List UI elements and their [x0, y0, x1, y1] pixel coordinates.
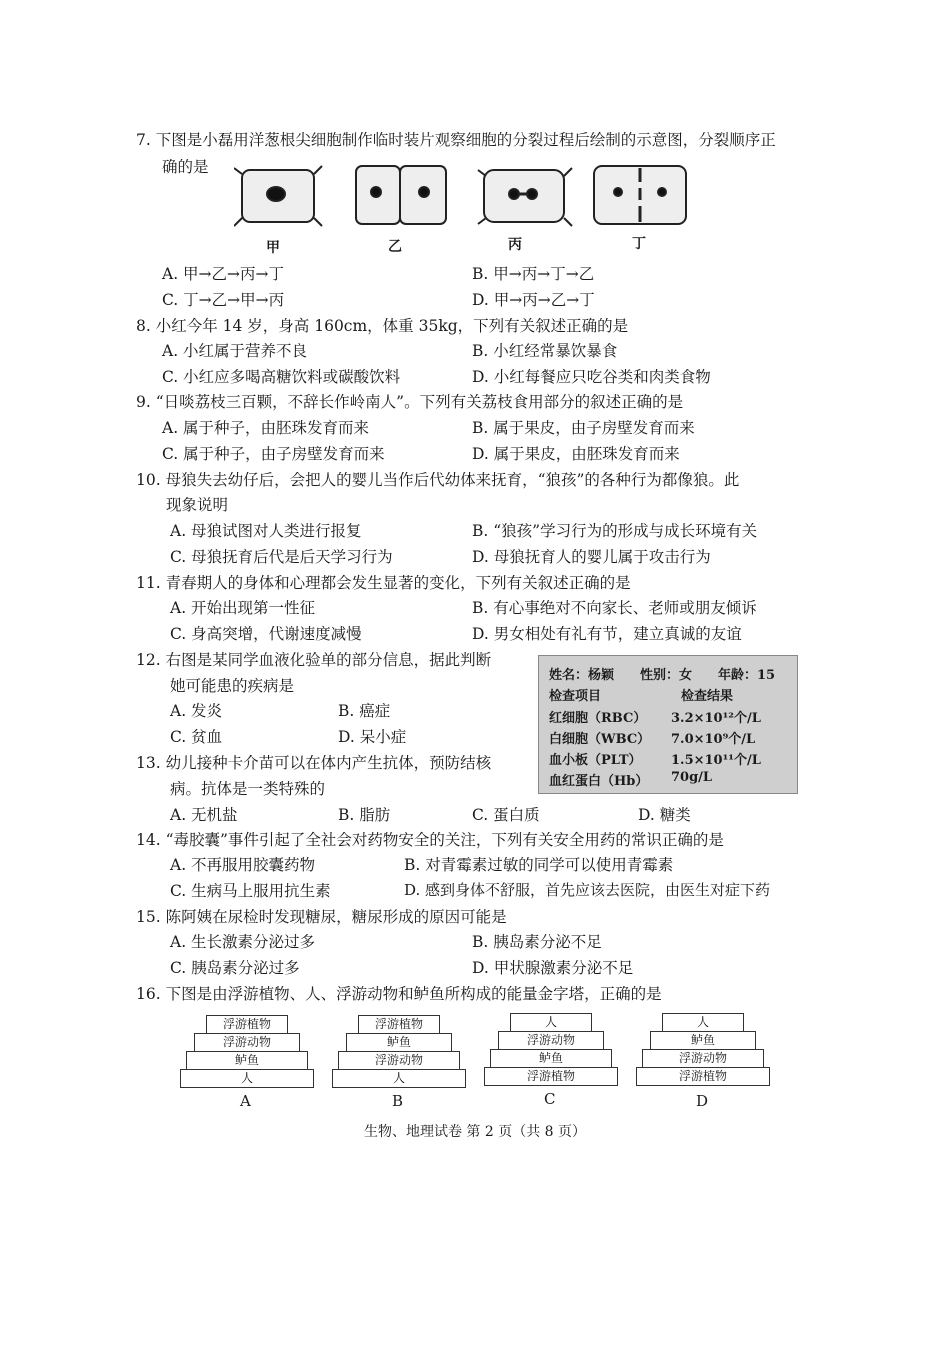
q10-stem-line2: 现象说明 [166, 496, 229, 514]
cell-label-bing: 丙 [508, 237, 522, 253]
q10-stem-line1: 10. 母狼失去幼仔后，会把人的婴儿当作后代幼体来抚育，“狼孩”的各种行为都像狼。此 [136, 471, 740, 489]
cell-ding [594, 166, 686, 224]
q14-option-b: B. 对青霉素过敏的同学可以使用青霉素 [404, 856, 674, 874]
q9-option-a: A. 属于种子，由胚珠发育而来 [162, 419, 370, 437]
q7-option-b: B. 甲→丙→丁→乙 [472, 265, 595, 283]
blood-row-plt-item: 血小板（PLT） [549, 753, 642, 768]
pyramid-d-label: D [696, 1092, 709, 1110]
blood-row-hb-value: 70g/L [671, 770, 713, 785]
q7-option-a: A. 甲→乙→丙→丁 [162, 265, 285, 283]
q7-stem-line2: 确的是 [162, 158, 209, 176]
blood-row-rbc-value: 3.2×10¹²个/L [671, 711, 761, 726]
q13-option-a: A. 无机盐 [170, 806, 238, 824]
q9-option-d: D. 属于果皮，由胚珠发育而来 [472, 445, 680, 463]
blood-row-wbc-item: 白细胞（WBC） [549, 732, 651, 747]
q8-option-d: D. 小红每餐应只吃谷类和肉类食物 [472, 368, 711, 386]
q14-stem: 14. “毒胶囊”事件引起了全社会对药物安全的关注，下列有关安全用药的常识正确的是 [136, 831, 724, 849]
blood-test-col-result: 检查结果 [681, 689, 734, 704]
q12-option-c: C. 贫血 [170, 728, 223, 746]
q11-option-c: C. 身高突增，代谢速度减慢 [170, 625, 362, 643]
q13-stem-line2: 病。抗体是一类特殊的 [170, 780, 326, 798]
q11-option-d: D. 男女相处有礼有节，建立真诚的友谊 [472, 625, 742, 643]
q11-option-b: B. 有心事绝对不向家长、老师或朋友倾诉 [472, 599, 757, 617]
q13-option-b: B. 脂肪 [338, 806, 391, 824]
pyramid-c-tier-4: 浮游植物 [484, 1067, 618, 1086]
q9-option-c: C. 属于种子，由子房壁发育而来 [162, 445, 385, 463]
pyramid-a-tier-3: 鲈鱼 [186, 1051, 308, 1070]
pyramid-d-tier-4: 浮游植物 [636, 1067, 770, 1086]
q9-option-b: B. 属于果皮，由子房壁发育而来 [472, 419, 695, 437]
q15-stem: 15. 陈阿姨在尿检时发现糖尿，糖尿形成的原因可能是 [136, 908, 507, 926]
q11-stem: 11. 青春期人的身体和心理都会发生显著的变化，下列有关叙述正确的是 [136, 574, 631, 592]
q7-option-c: C. 丁→乙→甲→丙 [162, 291, 285, 309]
blood-test-table [538, 655, 798, 794]
pyramid-c-tier-3: 鲈鱼 [490, 1049, 612, 1068]
q7-stem-line1: 7. 下图是小磊用洋葱根尖细胞制作临时装片观察细胞的分裂过程后绘制的示意图，分裂顺序正 [136, 131, 776, 149]
blood-row-hb-item: 血红蛋白（Hb） [549, 774, 649, 789]
q8-stem: 8. 小红今年 14 岁，身高 160cm，体重 35kg，下列有关叙述正确的是 [136, 317, 629, 335]
pyramid-d-tier-3: 浮游动物 [642, 1049, 764, 1068]
pyramid-b-tier-2: 鲈鱼 [346, 1033, 452, 1052]
pyramid-a-tier-2: 浮游动物 [194, 1033, 300, 1052]
pyramid-a-tier-4: 人 [180, 1069, 314, 1088]
q15-option-a: A. 生长激素分泌过多 [170, 933, 316, 951]
pyramid-c-tier-1: 人 [510, 1013, 592, 1032]
blood-row-rbc-item: 红细胞（RBC） [549, 711, 647, 726]
q8-option-c: C. 小红应多喝高糖饮料或碳酸饮料 [162, 368, 401, 386]
cell-jia [234, 166, 322, 226]
q13-stem-line1: 13. 幼儿接种卡介苗可以在体内产生抗体，预防结核 [136, 754, 492, 772]
q12-option-d: D. 呆小症 [338, 728, 407, 746]
pyramid-d-tier-1: 人 [662, 1013, 744, 1032]
q14-option-a: A. 不再服用胶囊药物 [170, 856, 316, 874]
q10-option-d: D. 母狼抚育人的婴儿属于攻击行为 [472, 548, 711, 566]
q8-option-b: B. 小红经常暴饮暴食 [472, 342, 618, 360]
q13-option-c: C. 蛋白质 [472, 806, 540, 824]
cell-bing [478, 168, 572, 226]
q10-option-b: B. “狼孩”学习行为的形成与成长环境有关 [472, 522, 758, 540]
q11-option-a: A. 开始出现第一性征 [170, 599, 316, 617]
pyramid-d-tier-2: 鲈鱼 [650, 1031, 756, 1050]
q9-stem: 9. “日啖荔枝三百颗，不辞长作岭南人”。下列有关荔枝食用部分的叙述正确的是 [136, 393, 684, 411]
q14-option-d: D. 感到身体不舒服，首先应该去医院，由医生对症下药 [404, 881, 771, 899]
q15-option-d: D. 甲状腺激素分泌不足 [472, 959, 634, 977]
q16-stem: 16. 下图是由浮游植物、人、浮游动物和鲈鱼所构成的能量金字塔，正确的是 [136, 985, 662, 1003]
q10-option-c: C. 母狼抚育后代是后天学习行为 [170, 548, 393, 566]
blood-row-wbc-value: 7.0×10⁹个/L [671, 732, 756, 747]
q8-option-a: A. 小红属于营养不良 [162, 342, 308, 360]
cell-yi [356, 166, 446, 224]
pyramid-b-tier-3: 浮游动物 [338, 1051, 460, 1070]
q12-stem-line2: 她可能患的疾病是 [170, 677, 295, 695]
page-footer: 生物、地理试卷 第 2 页（共 8 页） [363, 1124, 587, 1140]
pyramid-b-tier-4: 人 [332, 1069, 466, 1088]
q12-stem-line1: 12. 右图是某同学血液化验单的部分信息，据此判断 [136, 651, 492, 669]
q10-option-a: A. 母狼试图对人类进行报复 [170, 522, 362, 540]
pyramid-a-label: A [240, 1092, 251, 1110]
pyramid-a-tier-1: 浮游植物 [206, 1015, 288, 1034]
blood-row-plt-value: 1.5×10¹¹个/L [671, 753, 761, 768]
cell-label-ding: 丁 [632, 236, 646, 252]
cell-label-yi: 乙 [388, 239, 402, 255]
pyramid-c-label: C [544, 1090, 556, 1108]
cell-label-jia: 甲 [266, 240, 280, 256]
q15-option-c: C. 胰岛素分泌过多 [170, 959, 300, 977]
blood-test-col-item: 检查项目 [549, 689, 602, 704]
pyramid-b-label: B [392, 1092, 404, 1110]
q14-option-c: C. 生病马上服用抗生素 [170, 882, 331, 900]
q7-option-d: D. 甲→丙→乙→丁 [472, 291, 595, 309]
blood-test-header: 姓名：杨颖 性别：女 年龄：15 [549, 668, 776, 683]
q12-option-a: A. 发炎 [170, 702, 223, 720]
q12-option-b: B. 癌症 [338, 702, 391, 720]
cell-division-figure [234, 164, 694, 230]
pyramid-b-tier-1: 浮游植物 [358, 1015, 440, 1034]
q15-option-b: B. 胰岛素分泌不足 [472, 933, 602, 951]
q13-option-d: D. 糖类 [638, 806, 691, 824]
pyramid-c-tier-2: 浮游动物 [498, 1031, 604, 1050]
